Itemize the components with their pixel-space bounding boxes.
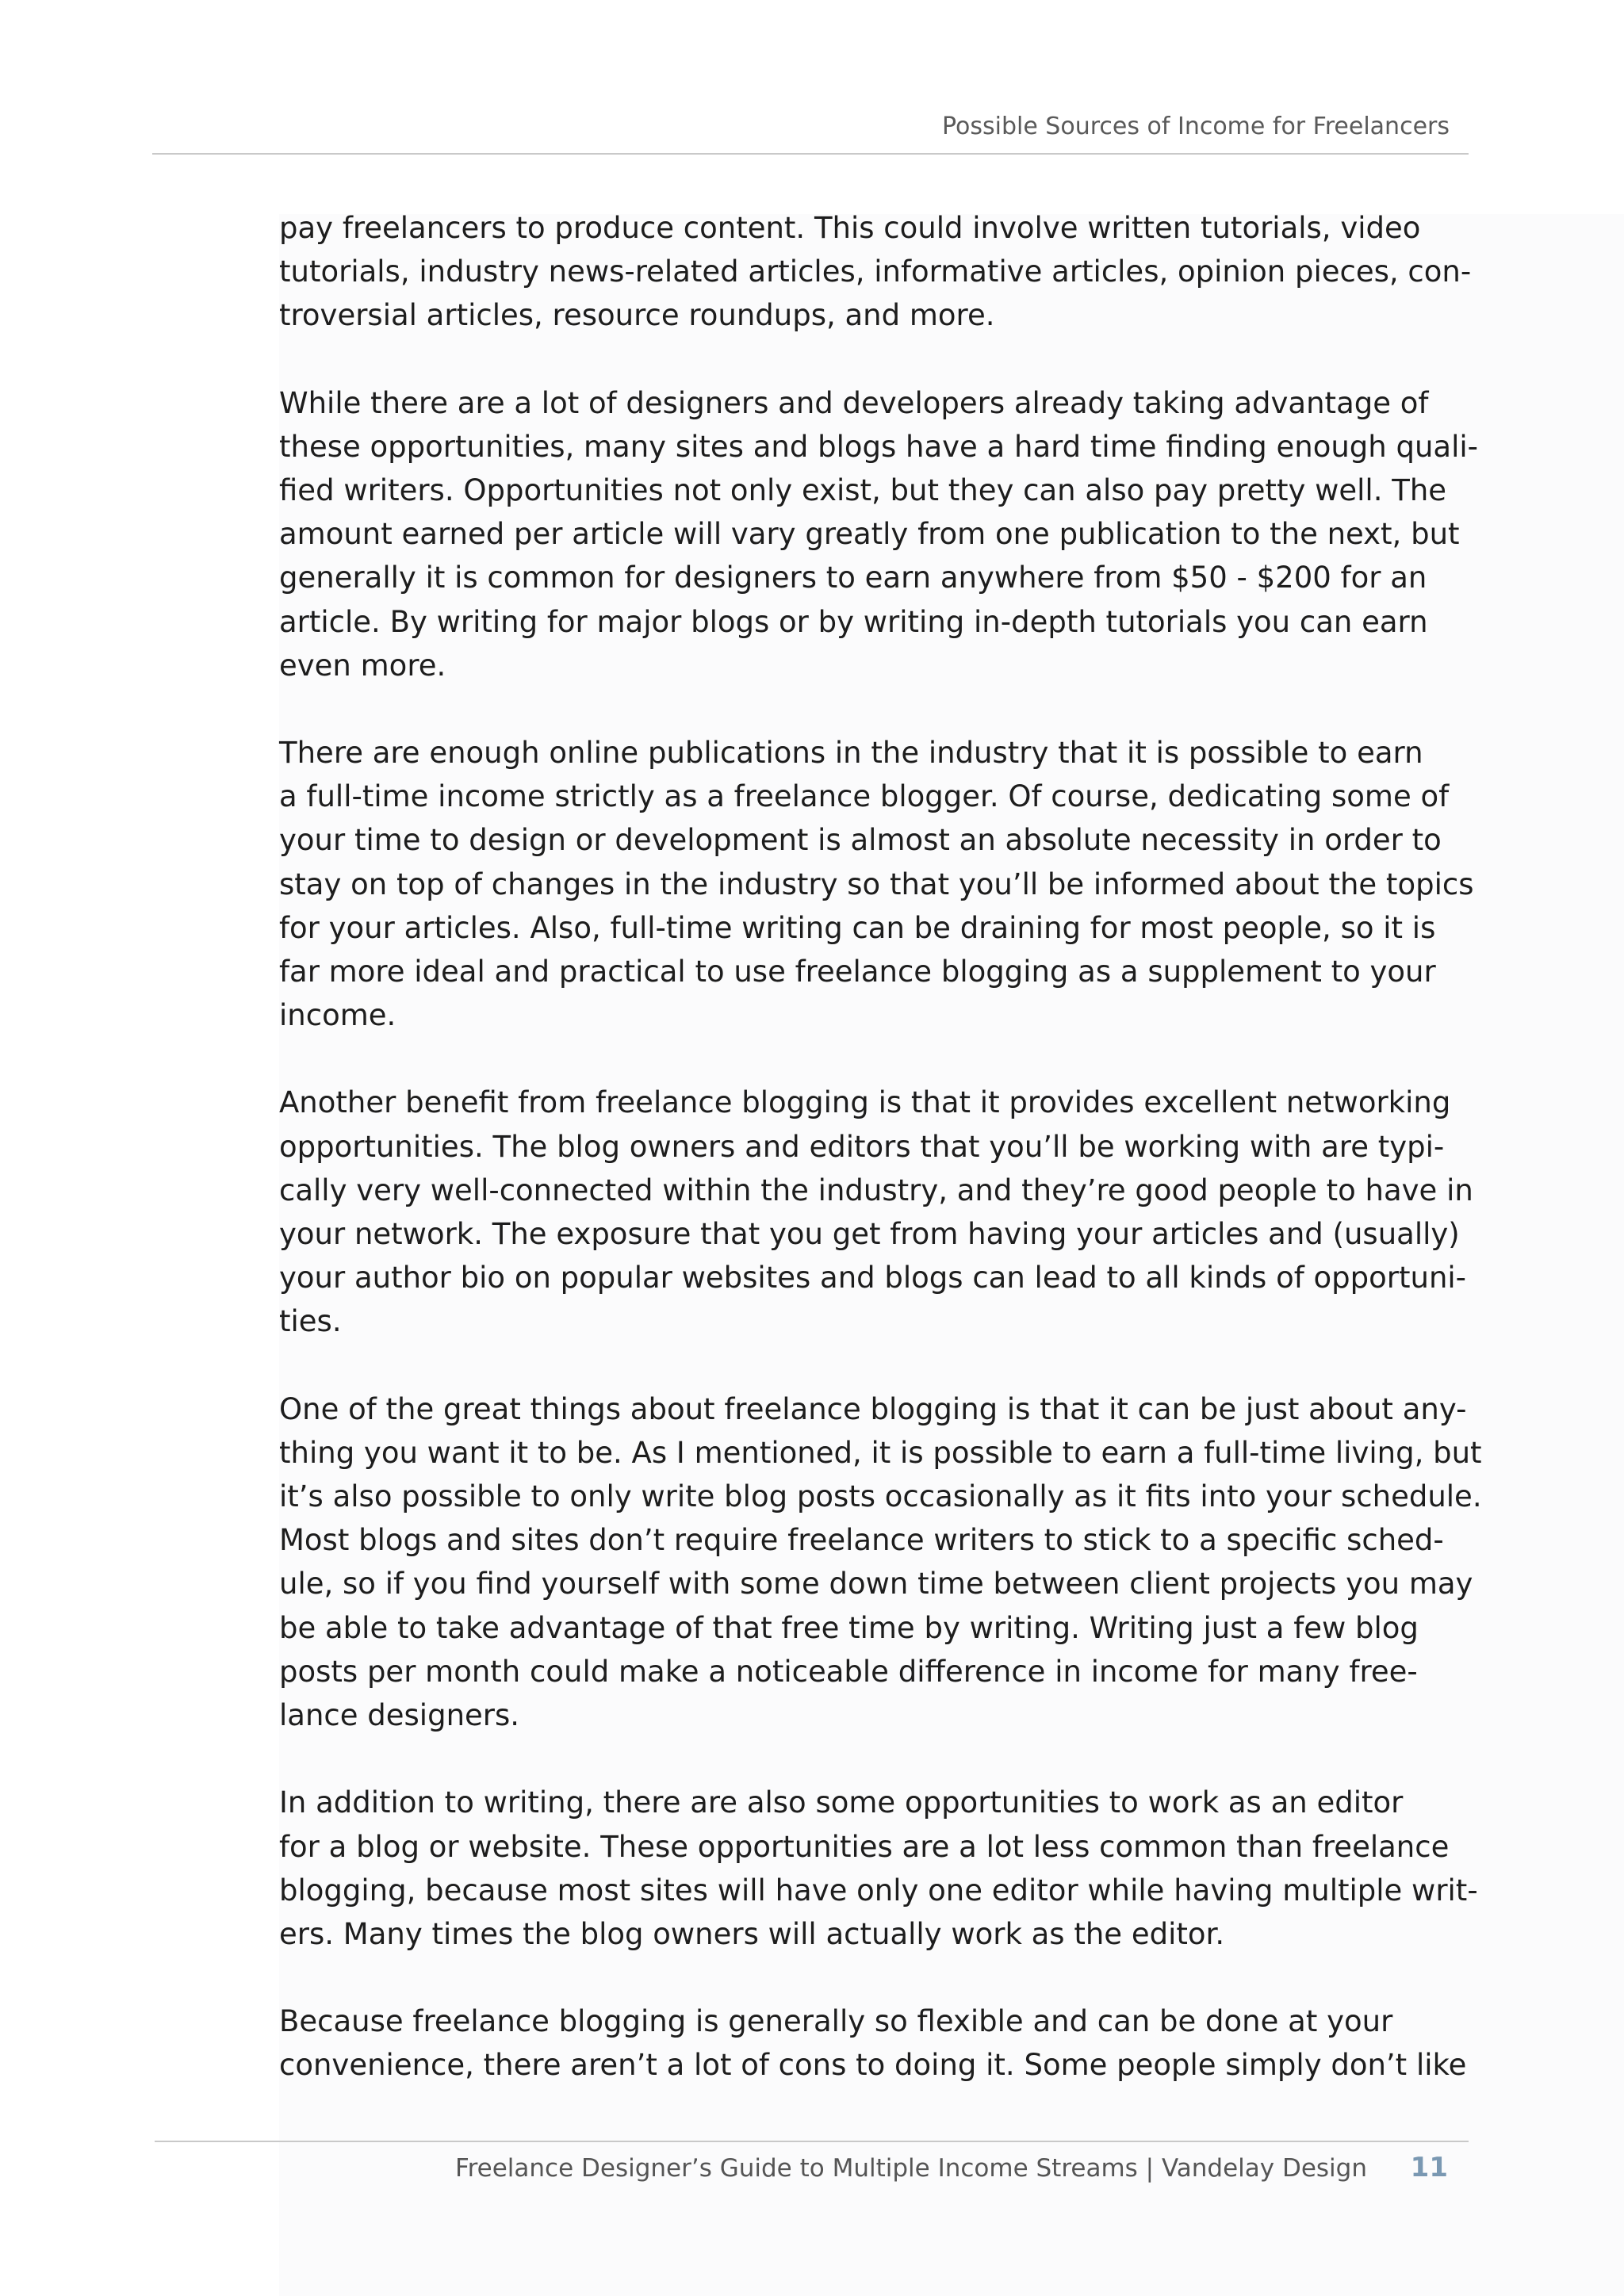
text-line: generally it is common for designers to earn anywhere from $50 - $200 for an	[279, 561, 1427, 595]
paragraph	[279, 1781, 1478, 1956]
text-line: far more ideal and practical to use freelance blogging as a supplement to your	[279, 955, 1436, 989]
text-line: fied writers. Opportunities not only exist, but they can also pay pretty well. The	[279, 473, 1447, 508]
text-line: convenience, there aren’t a lot of cons to doing it. Some people simply don’t like	[279, 2048, 1467, 2083]
text-line: In addition to writing, there are also some opportunities to work as an editor	[279, 1785, 1404, 1820]
text-line: ers. Many times the blog owners will actually work as the editor.	[279, 1916, 1225, 1951]
text-line: Another benefit from freelance blogging is that it provides excellent networking	[279, 1085, 1451, 1120]
header-divider	[152, 153, 1469, 155]
text-line: Because freelance blogging is generally so flexible and can be done at your	[279, 2004, 1393, 2039]
text-line: One of the great things about freelance blogging is that it can be just about any-	[279, 1391, 1467, 1426]
text-line: blogging, because most sites will have only one editor while having multiple writ-	[279, 1873, 1478, 1908]
text-line: stay on top of changes in the industry so that you’ll be informed about the topics	[279, 867, 1474, 901]
text-line: While there are a lot of designers and developers already taking advantage of	[279, 385, 1429, 420]
text-line: tutorials, industry news-related articles, informative articles, opinion pieces, con-	[279, 254, 1472, 289]
text-line: income.	[279, 998, 396, 1033]
text-line: posts per month could make a noticeable difference in income for many free-	[279, 1654, 1418, 1689]
text-line: There are enough online publications in the industry that it is possible to earn	[279, 736, 1423, 771]
paragraph	[279, 1081, 1473, 1343]
text-line: cally very well-connected within the industry, and they’re good people to have in	[279, 1173, 1473, 1207]
text-line: pay freelancers to produce content. This could involve written tutorials, video	[279, 211, 1421, 245]
text-line: a full-time income strictly as a freelance blogger. Of course, dedicating some of	[279, 779, 1450, 814]
text-line: ule, so if you find yourself with some down time between client projects you may	[279, 1567, 1473, 1601]
page-number: 11	[1410, 2152, 1448, 2183]
text-line: opportunities. The blog owners and editors that you’ll be working with are typi-	[279, 1129, 1445, 1164]
text-line: even more.	[279, 648, 446, 683]
text-line: ties.	[279, 1304, 342, 1339]
text-line: article. By writing for major blogs or by writing in-depth tutorials you can earn	[279, 604, 1428, 639]
body-text	[279, 206, 1482, 2131]
text-line: be able to take advantage of that free time by writing. Writing just a few blog	[279, 1610, 1419, 1645]
text-line: amount earned per article will vary greatly from one publication to the next, but	[279, 517, 1460, 552]
running-header-title: Possible Sources of Income for Freelancers	[941, 113, 1450, 140]
text-line: troversial articles, resource roundups, and more.	[279, 298, 995, 333]
text-line: lance designers.	[279, 1698, 520, 1733]
paragraph	[279, 1387, 1482, 1738]
text-line: your time to design or development is almost an absolute necessity in order to	[279, 823, 1442, 858]
paragraph	[279, 1999, 1467, 2087]
paragraph	[279, 731, 1474, 1037]
text-line: your author bio on popular websites and blogs can lead to all kinds of opportuni-	[279, 1261, 1467, 1295]
text-line: your network. The exposure that you get from having your articles and (usually)	[279, 1217, 1460, 1252]
footer-divider	[155, 2141, 1469, 2142]
text-line: it’s also possible to only write blog posts occasionally as it fits into your schedule.	[279, 1479, 1482, 1514]
paragraph	[279, 381, 1479, 687]
text-line: these opportunities, many sites and blogs have a hard time finding enough quali-	[279, 429, 1479, 464]
text-line: Most blogs and sites don’t require freelance writers to stick to a specific sched-	[279, 1523, 1444, 1558]
text-line: thing you want it to be. As I mentioned, it is possible to earn a full-time living, but	[279, 1435, 1482, 1470]
text-line: for your articles. Also, full-time writing can be draining for most people, so it is	[279, 910, 1436, 945]
text-line: for a blog or website. These opportunities are a lot less common than freelance	[279, 1829, 1450, 1864]
running-footer-title: Freelance Designer’s Guide to Multiple Income Streams | Vandelay Design	[455, 2154, 1367, 2183]
paragraph	[279, 206, 1472, 338]
